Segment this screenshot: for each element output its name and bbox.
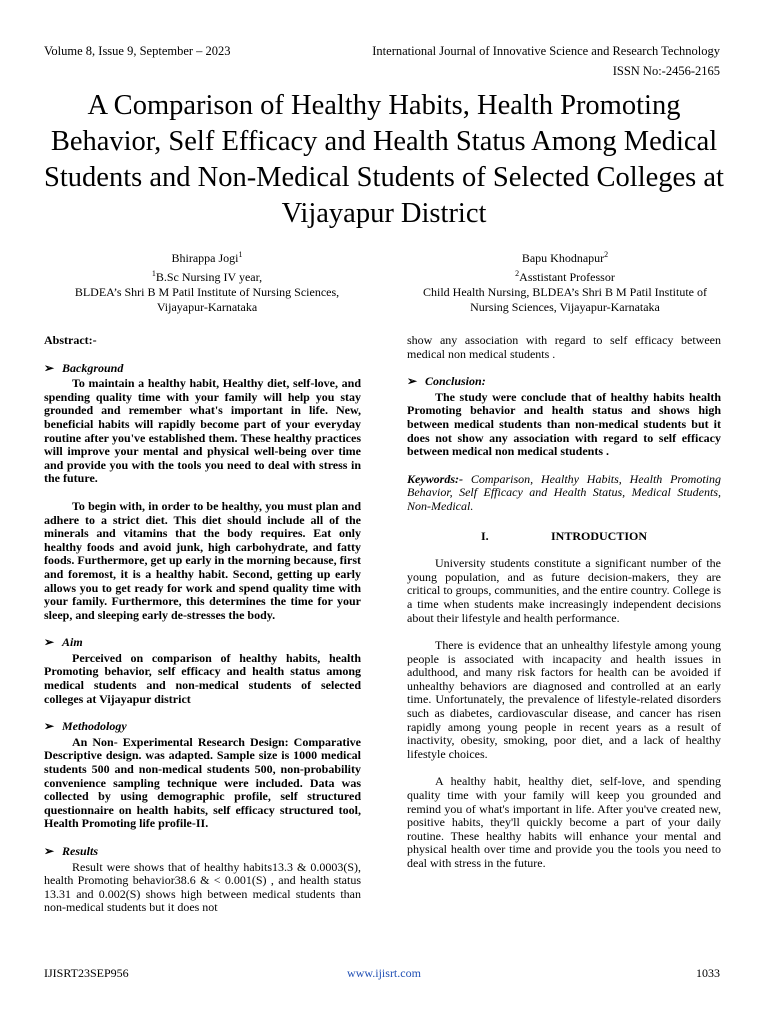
introduction-paragraph-2: There is evidence that an unhealthy lifestyle among young people is associated with incapacity and health issues in adulthood, and many risk factors for health can be avoided if unhealthy behaviors are diagnosed and controlled at an early time. Unfortunately, the prevalence of lifestyle-related disorders such as diabetes, cardiovascular disease, and cancer has risen rapidly among young people in recent years as a result of inactivity, obesity, smoking, poor diet, and a lack of healthy lifestyle choices.: [407, 638, 721, 761]
introduction-paragraph-3: A healthy habit, healthy diet, self-love, and spending quality time with your family will keep you grounded and remind you of what's important in life. After you've created new, positive habits, they'll quickly become a part of your daily routine. These healthy habits will enhance your mental and physical health over time and provide you the tools you need to deal with stress in the future.: [407, 774, 721, 870]
arrow-bullet-icon: ➢: [44, 635, 55, 650]
conclusion-heading: ➢ Conclusion:: [407, 374, 486, 389]
background-paragraph-1: To maintain a healthy habit, Healthy diet, self-love, and spending quality time with your family will help you stay grounded and remember what's important in life. New, beneficial habits will rapidly become part of your everyday routine after you've established them. These healthy practices will improve your mental and physical well-being over time and provide you with the tools you need to deal with stress in the future.: [44, 376, 361, 486]
keywords: Keywords:- Comparison, Healthy Habits, Health Promoting Behavior, Self Efficacy and Health Status, Medical Students, Non-Medical.: [407, 471, 721, 513]
author-role-2: $^2$Asstistant Professor: [515, 269, 615, 284]
aim-paragraph: Perceived on comparison of healthy habits, health Promoting behavior, self efficacy and health status among medical students and non-medical students of selected colleges at Vijayapur district: [44, 650, 361, 706]
background-heading: ➢ Background: [44, 360, 124, 375]
footer-paper-id: IJISRT23SEP956: [44, 966, 129, 980]
arrow-bullet-icon: ➢: [44, 844, 55, 858]
author-role-1: $^1$B.Sc Nursing IV year,: [151, 269, 263, 284]
footer-url-link[interactable]: www.ijisrt.com: [347, 966, 421, 980]
arrow-bullet-icon: ➢: [407, 374, 418, 389]
author-affiliation-2a: Child Health Nursing, BLDEA’s Shri B M Patil Institute of: [423, 285, 707, 299]
author-block-1: [40, 247, 374, 315]
introduction-heading: I. INTRODUCTION: [480, 528, 647, 543]
author-name-1: Bhirappa Jogi$^1$: [171, 250, 243, 265]
author-affiliation-2b: Nursing Sciences, Vijayapur-Karnataka: [470, 300, 660, 314]
journal-issn: ISSN No:-2456-2165: [612, 64, 720, 78]
footer-page-number: 1033: [696, 966, 720, 980]
journal-volume: Volume 8, Issue 9, September – 2023: [44, 44, 231, 58]
author-block-2: [398, 247, 732, 315]
author-affiliation-1a: BLDEA’s Shri B M Patil Institute of Nursing Sciences,: [74, 285, 340, 299]
results-heading: ➢ Results: [44, 844, 99, 858]
methodology-paragraph: An Non- Experimental Research Design: Comparative Descriptive design. was adapted. Sample size is 1000 medical students 500 and non-medical students 500, non-probability convenience sampling technique were included. Data was collected by using demographic profile, self structured questionnaire on health habits, self efficacy structured tool, Health Promoting life profile-II.: [44, 734, 361, 831]
background-paragraph-2: To begin with, in order to be healthy, you must plan and adhere to a strict diet. This diet should include all of the minerals and vitamins that the body requires. Eat only healthy foods and avoid junk, high carbohydrate, and fatty foods. Furthermore, get up early in the morning because, first and foremost, it is a healthy habit. Second, getting up early allows you to get ready for work and spend quality time with your family. Furthermore, this determines the time for your sleep, and sleeping early de-stresses the body.: [44, 498, 361, 622]
journal-name: International Journal of Innovative Science and Research Technology: [372, 44, 720, 58]
arrow-bullet-icon: ➢: [44, 360, 55, 375]
conclusion-paragraph: The study were conclude that of healthy habits health Promoting behavior and health status and shows high between medical students than non-medical students but it does not show any association with regard to self efficacy between medical non medical students .: [407, 389, 721, 459]
introduction-paragraph-1: University students constitute a significant number of the young population, and as future decision-makers, they are critical to groups, communities, and the entire country. College is a time when students make increasingly independent decisions about their lifestyle and health performance.: [407, 556, 721, 625]
methodology-heading: ➢ Methodology: [44, 719, 127, 734]
author-name-2: Bapu Khodnapur$^2$: [521, 250, 609, 265]
author-affiliation-1b: Vijayapur-Karnataka: [156, 300, 258, 314]
left-column: [44, 334, 361, 915]
results-continued: show any association with regard to self efficacy between medical non medical students .: [407, 333, 721, 361]
arrow-bullet-icon: ➢: [44, 719, 55, 734]
abstract-label: Abstract:-: [44, 333, 97, 347]
paper-title: A Comparison of Healthy Habits, Health Promoting Behavior, Self Efficacy and Health Status Among Medical Students and Non-Medical Students of Selected Colleges at Vijayapur District: [44, 90, 724, 229]
section-number: I.: [480, 528, 489, 543]
right-column: [407, 334, 721, 871]
results-paragraph: Result were shows that of healthy habits13.3 & 0.0003(S), health Promoting behavior38.6 & < 0.001(S) , and health status 13.31 and 0.002(S) shows high between medical students than non-medical students but it does not: [44, 859, 361, 915]
aim-heading: ➢ Aim: [44, 635, 83, 650]
